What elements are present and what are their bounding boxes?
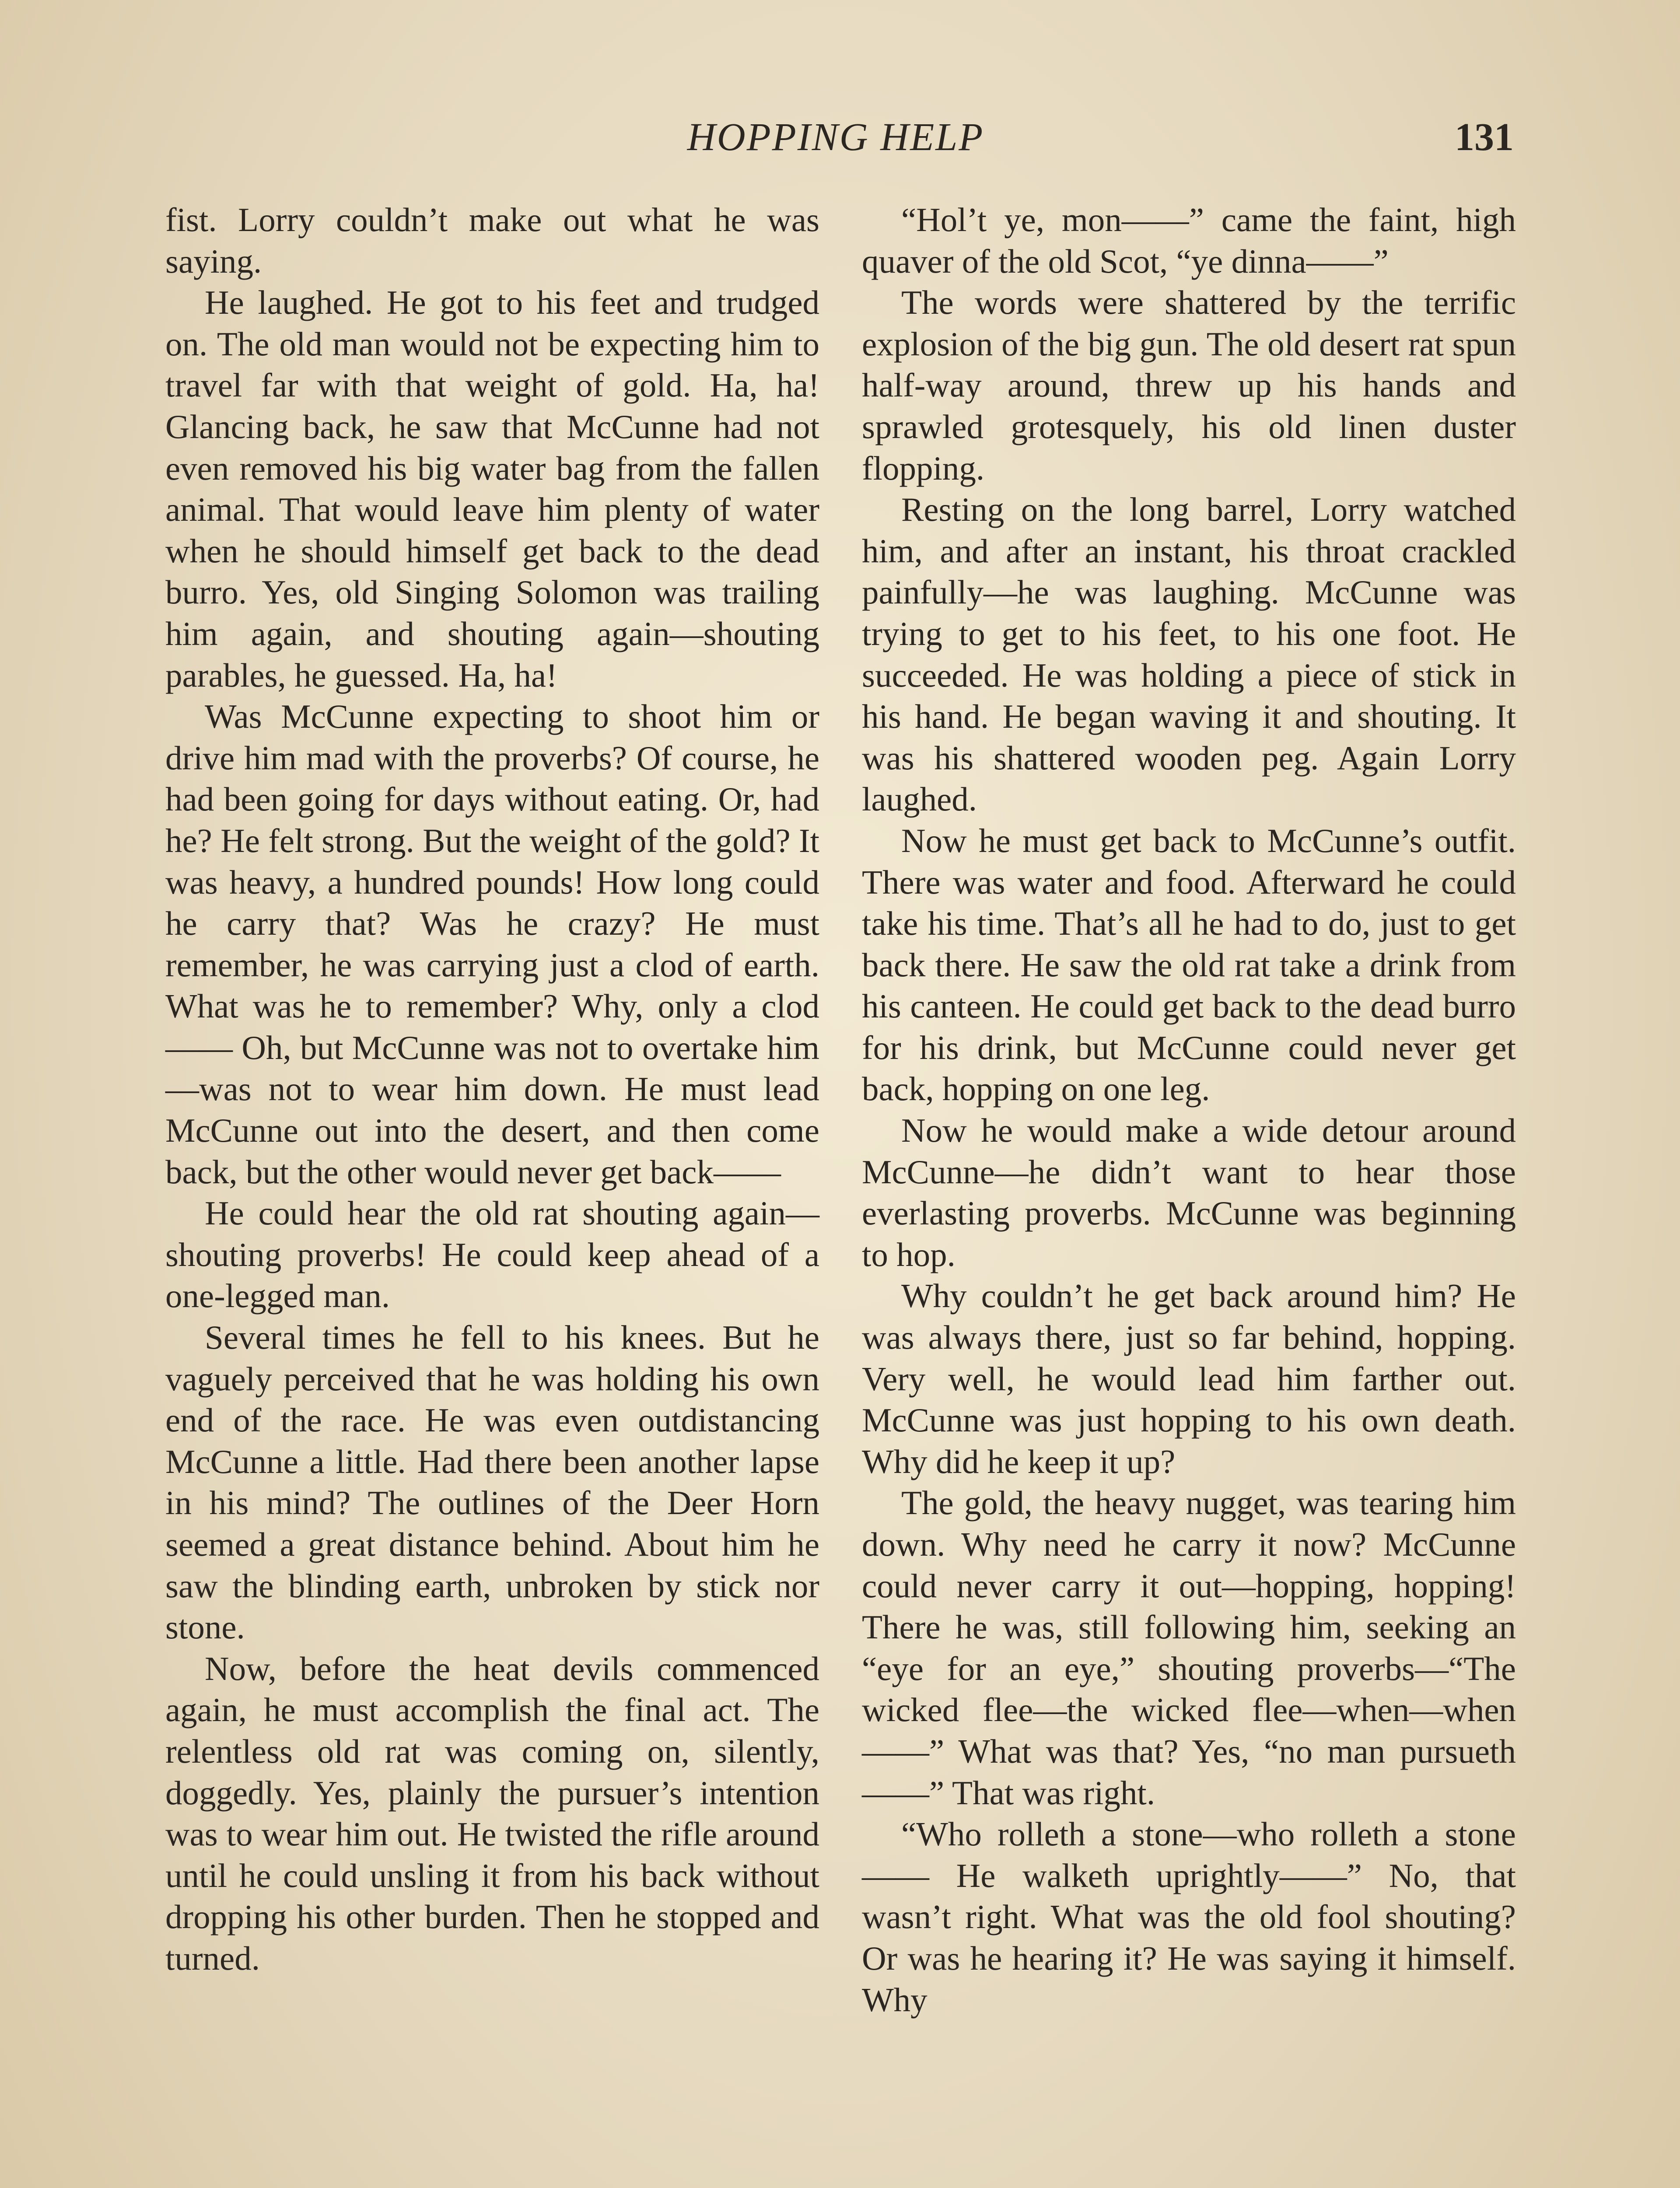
paragraph: Resting on the long barrel, Lorry watched him, and after an instant, his throat crackled painfully—he was laughing. McCunne was trying to get to his feet, to his one foot. He succeeded. He was holding a piece of stick in his hand. He began waving it and shouting. It was his shattered wooden peg. Again Lorry laughed. [862, 491, 1516, 818]
paragraph: Was McCunne expecting to shoot him or drive him mad with the proverbs? Of course, he had been going for days without eating. Or, had he? He felt strong. But the weight of the gold? It was heavy, a hundred pounds! How long could he carry that? Was he crazy? He must remember, he was carrying just a clod of earth. What was he to remember? Why, only a clod—— Oh, but McCunne was not to overtake him—was not to wear him down. He must lead McCunne out into the desert, and then come back, but the other would never get back—— [165, 698, 819, 1191]
paragraph: He could hear the old rat shouting again—shouting proverbs! He could keep ahead of a one-legged man. [165, 1194, 819, 1315]
paragraph: Now, before the heat devils commenced again, he must accomplish the final act. The relentless old rat was coming on, silently, doggedly. Yes, plainly the pursuer’s intention was to wear him out. He twisted the rifle around until he could unsling it from his back without dropping his other burden. Then he stopped and turned. [165, 1649, 819, 1977]
paragraph: The words were shattered by the terrific explosion of the big gun. The old desert rat spun half-way around, threw up his hands and sprawled grotesquely, his old linen duster flopping. [862, 284, 1516, 487]
paragraph: fist. Lorry couldn’t make out what he was saying. [165, 201, 819, 280]
page-header [158, 115, 1514, 172]
right-column [862, 199, 1516, 2020]
paragraph: Now he must get back to McCunne’s outfit. There was water and food. Afterward he could take his time. That’s all he had to do, just to get back there. He saw the old rat take a drink from his canteen. He could get back to the dead burro for his drink, but McCunne could never get back, hopping on one leg. [862, 821, 1516, 1108]
running-title: HOPPING HELP [687, 116, 984, 159]
paragraph: “Who rolleth a stone—who rolleth a stone—— He walketh uprightly——” No, that wasn’t right. What was the old fool shouting? Or was he hearing it? He was saying it himself. Why [862, 1815, 1516, 2019]
paragraph: The gold, the heavy nugget, was tearing him down. Why need he carry it now? McCunne could never carry it out—hopping, hopping! There he was, still following him, seeking an “eye for an eye,” shouting proverbs—“The wicked flee—the wicked flee—when—when——” What was that? Yes, “no man pursueth——” That was right. [862, 1484, 1516, 1812]
paragraph: Why couldn’t he get back around him? He was always there, just so far behind, hopping. Very well, he would lead him farther out. McCunne was just hopping to his own death. Why did he keep it up? [862, 1277, 1516, 1480]
page-number: 131 [1455, 116, 1514, 159]
paragraph: Several times he fell to his knees. But he vaguely perceived that he was holding his own end of the race. He was even outdistancing McCunne a little. Had there been another lapse in his mind? The outlines of the Deer Horn seemed a great distance behind. About him he saw the blinding earth, unbroken by stick nor stone. [165, 1318, 819, 1646]
paragraph: Now he would make a wide detour around McCunne—he didn’t want to hear those everlasting proverbs. McCunne was beginning to hop. [862, 1112, 1516, 1273]
paragraph: He laughed. He got to his feet and trudged on. The old man would not be expecting him to travel far with that weight of gold. Ha, ha! Glancing back, he saw that McCunne had not even removed his big water bag from the fallen animal. That would leave him plenty of water when he should himself get back to the dead burro. Yes, old Singing Solomon was trailing him again, and shouting again—shouting parables, he guessed. Ha, ha! [165, 284, 819, 694]
paragraph: “Hol’t ye, mon——” came the faint, high quaver of the old Scot, “ye dinna——” [862, 201, 1516, 280]
left-column [165, 199, 819, 1979]
